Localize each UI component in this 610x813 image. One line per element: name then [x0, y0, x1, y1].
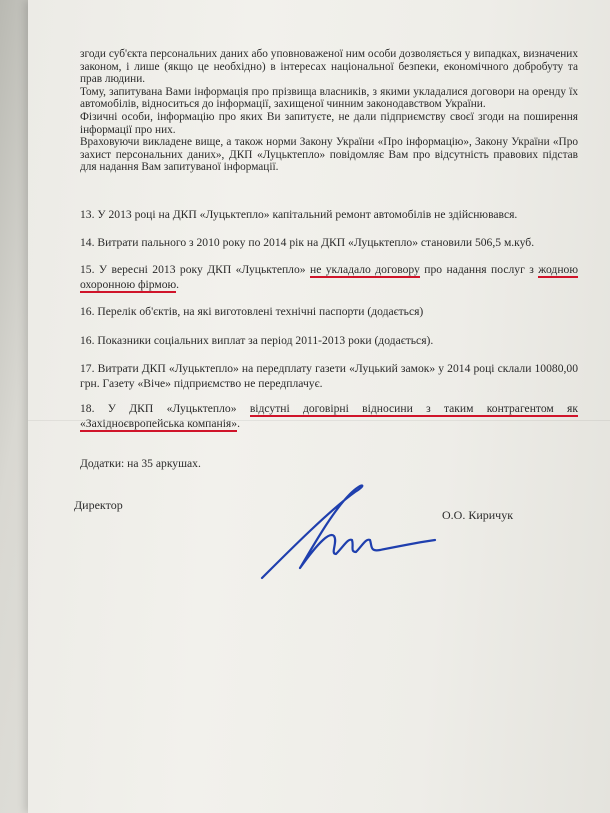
item-15 [80, 262, 578, 292]
item-13: 13. У 2013 році на ДКП «Луцьктепло» капітальний ремонт автомобілів не здійснювався. [80, 208, 518, 221]
item-15-text: . [176, 278, 180, 291]
item-18-text: 18. У ДКП «Луцьктепло» [80, 402, 250, 415]
item-15-text: про надання послуг з [419, 263, 539, 276]
intro-paragraph: Фізичні особи, інформацію про яких Ви запитуєте, не дали підприємству своєї згоди на поширення інформації про них. [80, 110, 578, 136]
item-18-text: . [237, 417, 240, 430]
signer-position: Директор [74, 498, 123, 512]
item-18 [80, 401, 578, 431]
signer-name: О.О. Киричук [442, 508, 514, 522]
item-14: 14. Витрати пального з 2010 року по 2014 рік на ДКП «Луцьктепло» становили 506,5 м.куб. [80, 236, 535, 249]
intro-paragraph: Тому, запитувана Вами інформація про прізвища власників, з якими укладалися договори на оренду їх автомобілів, відноситься до інформації, захищеної чинним законодавством України. [80, 85, 578, 111]
underlined-no-contract: не укладало договору [309, 263, 420, 276]
intro-block [80, 48, 578, 174]
item-15-text: 15. У вересні 2013 року ДКП «Луцьктепло» [80, 263, 310, 276]
item-16-objects: 16. Перелік об'єктів, на які виготовлені технічні паспорти (додається) [80, 305, 424, 318]
item-16-payments: 16. Показники соціальних виплат за період 2011-2013 роки (додається). [80, 334, 434, 347]
handwritten-signature [250, 480, 440, 590]
underlined-no-relations: відсутні договірні відносини з таким контрагентом як «Західноєвропейська компанія» [80, 402, 578, 430]
intro-paragraph: згоди суб'єкта персональних даних або уповноваженої ним особи дозволяється у випадках, визначених законом, і лише (якщо це необхідно) в інтересах національної безпеки, економічного добробуту та прав людини. [80, 48, 578, 86]
attachments-note: Додатки: на 35 аркушах. [80, 457, 201, 470]
intro-paragraph: Враховуючи викладене вище, а також норми Закону України «Про інформацію», Закону України «Про захист персональних даних», ДКП «Луцьктепло» повідомляє Вам про відсутність правових підстав для надання Вам запитуваної інформації. [80, 136, 578, 174]
item-17: 17. Витрати ДКП «Луцьктепло» на передплату газети «Луцький замок» у 2014 році склали 10080,00 грн. Газету «Віче» підприємство не передплачує. [80, 362, 578, 390]
underlined-no-security-firm: жодною охоронною фірмою [80, 263, 578, 291]
